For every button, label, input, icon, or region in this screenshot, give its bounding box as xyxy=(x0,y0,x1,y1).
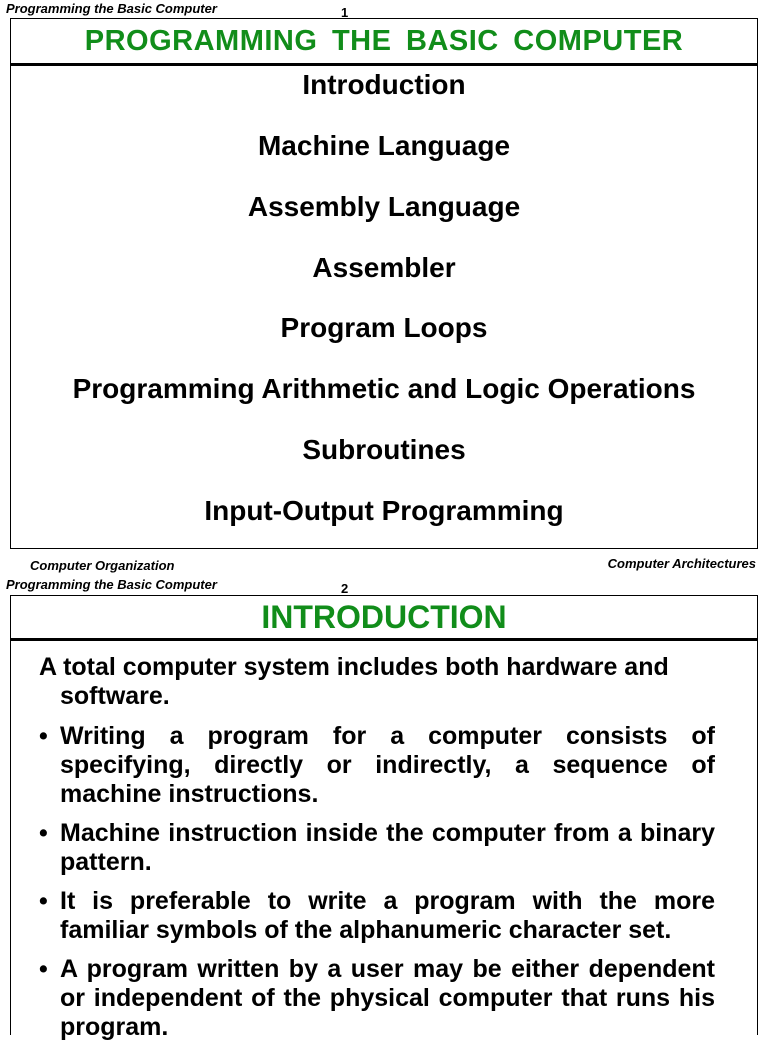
topic-subroutines: Subroutines xyxy=(302,434,466,465)
slide-1 xyxy=(10,18,758,549)
topic-program-loops: Program Loops xyxy=(280,312,488,343)
topic-arithmetic-logic: Programming Arithmetic and Logic Operations xyxy=(72,373,696,404)
intro-paragraph: A total computer system includes both hardware and software. xyxy=(39,653,669,710)
footer-left: Computer Organization xyxy=(30,558,175,573)
bullet-item xyxy=(39,955,715,1042)
slide-1-title: PROGRAMMING THE BASIC COMPUTER xyxy=(11,19,757,66)
topic-assembly-language: Assembly Language xyxy=(247,191,521,222)
bullet-icon: • xyxy=(39,722,48,750)
bullet-icon: • xyxy=(39,887,48,915)
page-header-1: Programming the Basic Computer xyxy=(6,1,217,16)
page-header-2: Programming the Basic Computer xyxy=(6,577,217,592)
bullet-item xyxy=(39,819,715,877)
bullet-text: Writing a program for a computer consists of specifying, directly or indirectly, a sequence of machine instructions. xyxy=(60,722,715,808)
topic-machine-language: Machine Language xyxy=(257,130,511,161)
slide-2-title: INTRODUCTION xyxy=(11,596,757,641)
topic-io-programming: Input-Output Programming xyxy=(204,495,564,526)
page-number-2: 2 xyxy=(341,581,349,596)
topic-assembler: Assembler xyxy=(312,252,456,283)
bullet-text: Machine instruction inside the computer from a binary pattern. xyxy=(60,819,715,876)
bullet-text: A program written by a user may be either dependent or independent of the physical computer that runs his program. xyxy=(60,955,715,1041)
page-number-1: 1 xyxy=(341,5,349,20)
footer-right: Computer Architectures xyxy=(607,556,756,571)
bullet-icon: • xyxy=(39,955,48,983)
bullet-item xyxy=(39,887,715,945)
bullet-item xyxy=(39,722,715,809)
bullet-text: It is preferable to write a program with the more familiar symbols of the alphanumeric character set. xyxy=(60,887,715,944)
topic-introduction: Introduction xyxy=(302,69,466,100)
bullet-icon: • xyxy=(39,819,48,847)
slide-2 xyxy=(10,595,758,1041)
